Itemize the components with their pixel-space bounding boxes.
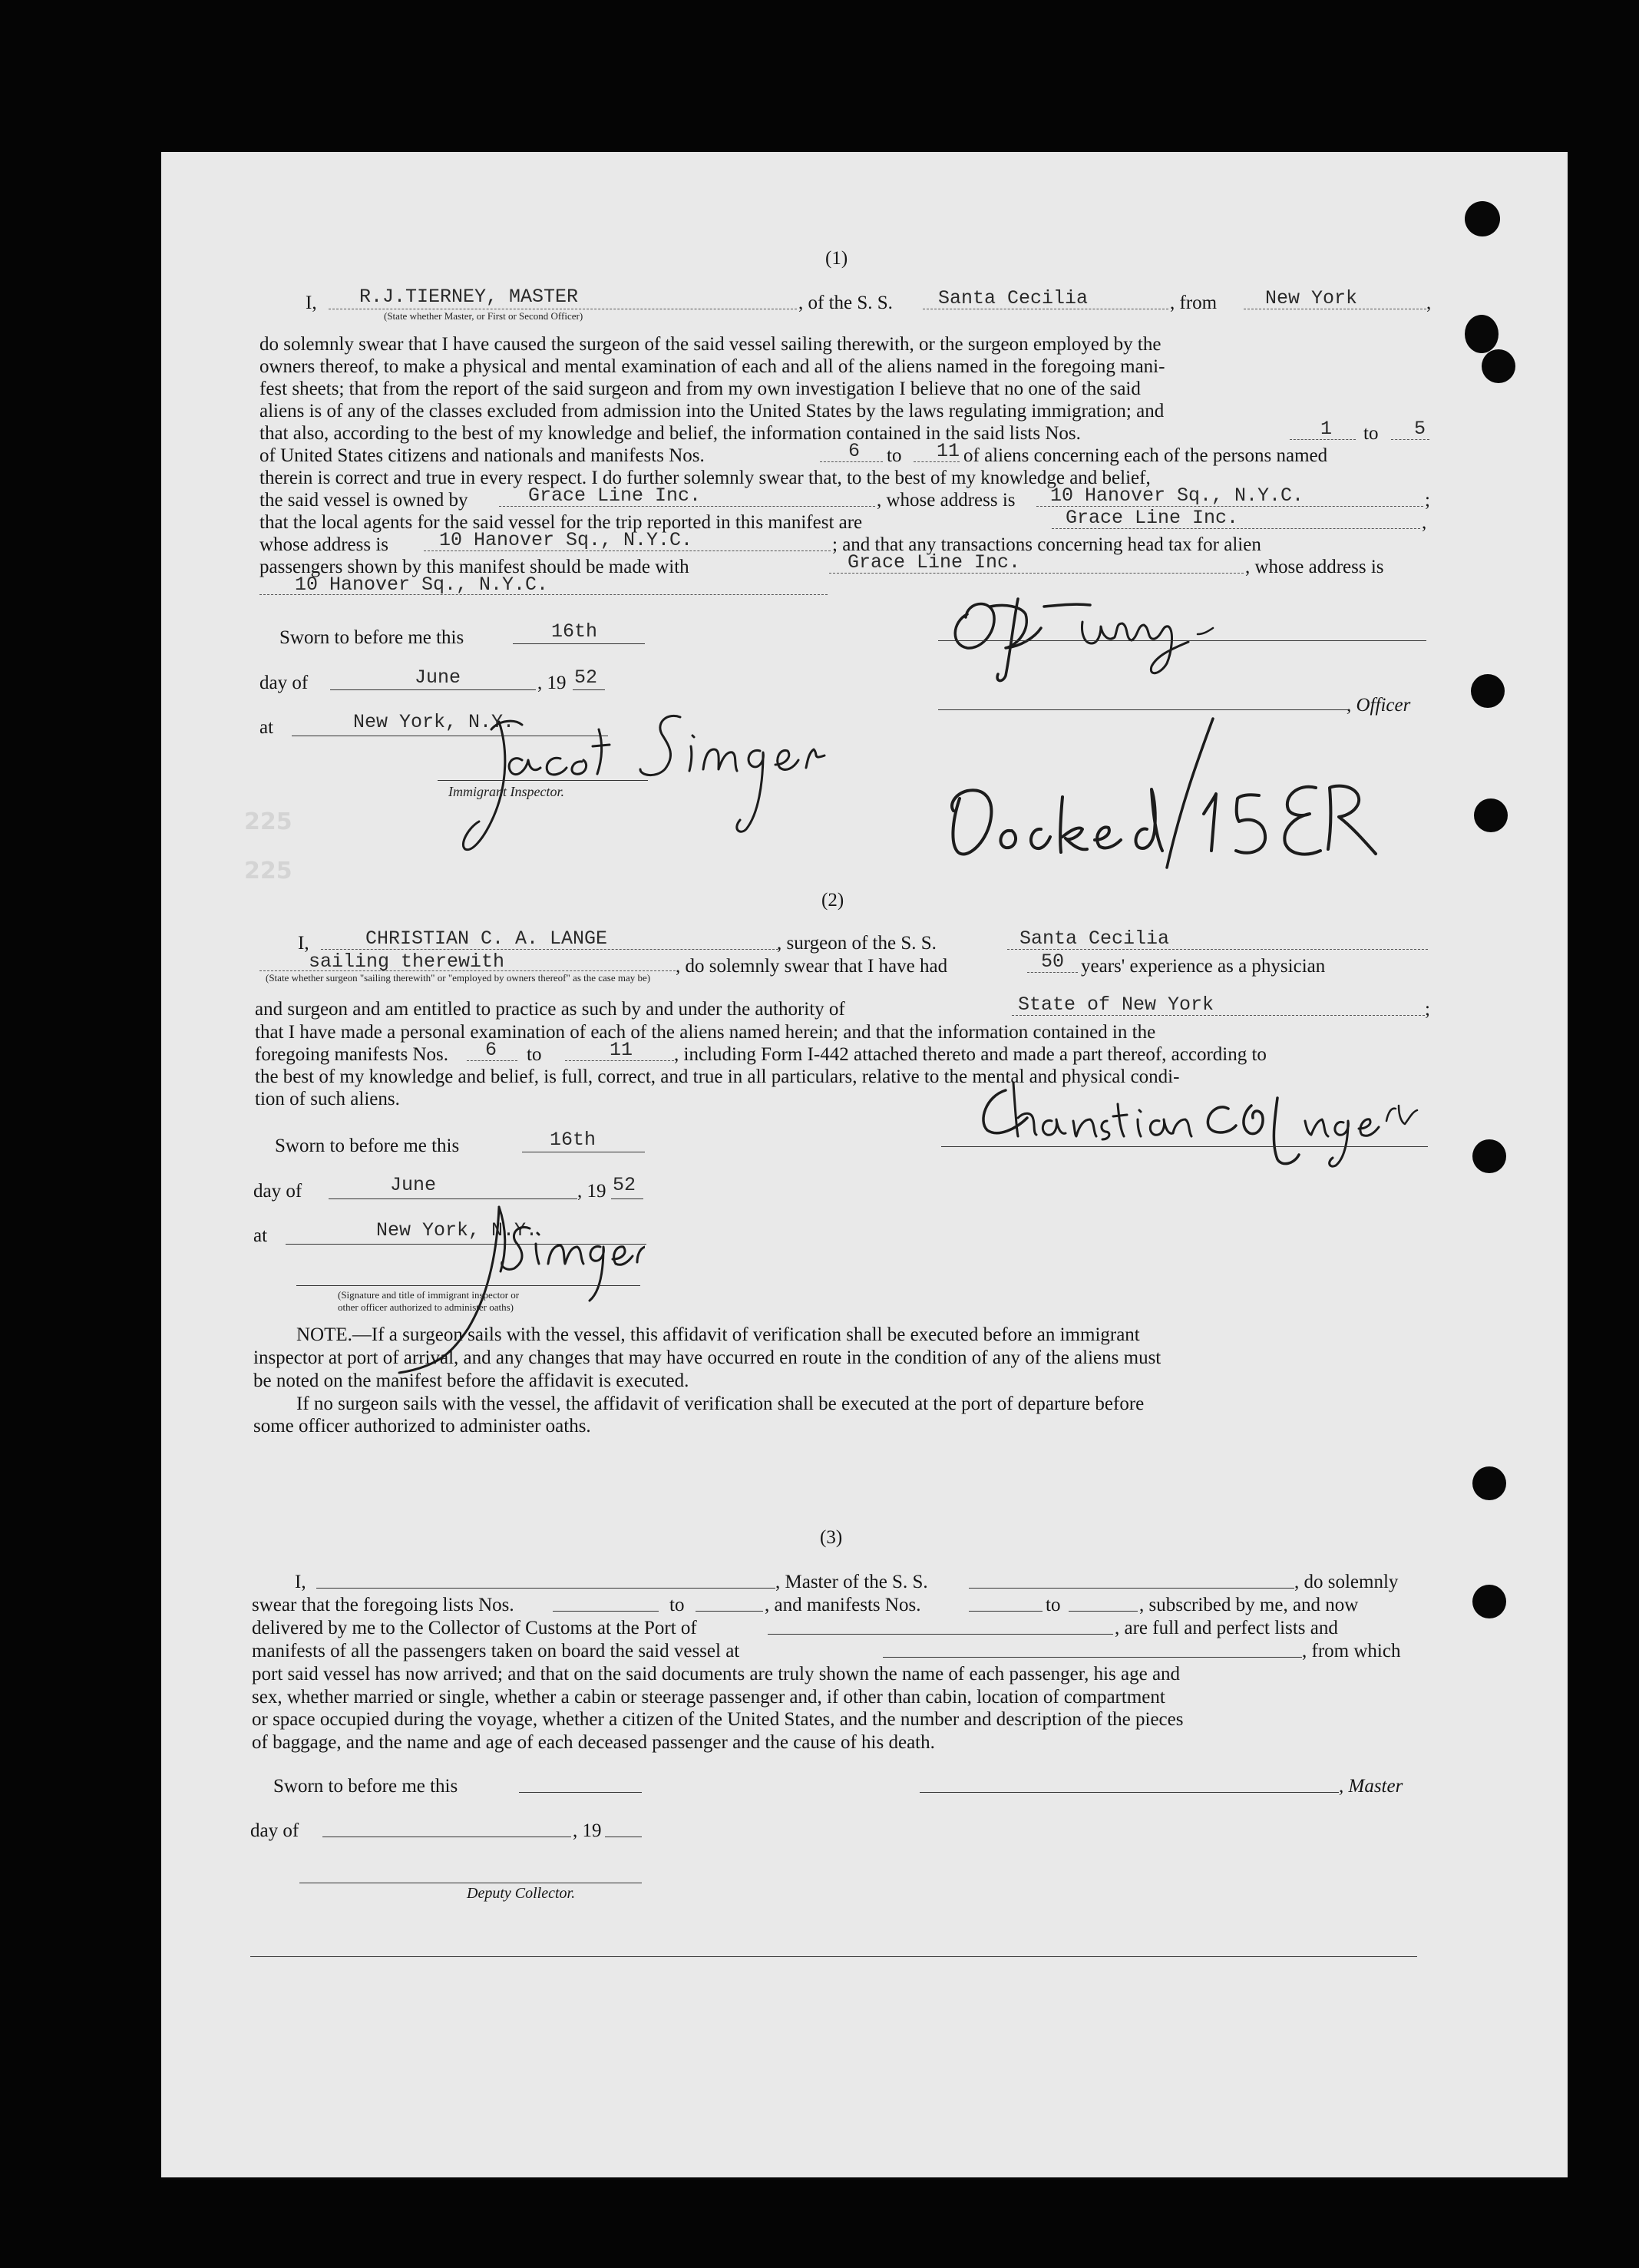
local-agents: Grace Line Inc. — [1066, 507, 1239, 529]
vessel-name: Santa Cecilia — [938, 287, 1089, 309]
surgeon-signature — [967, 1075, 1443, 1175]
punch-hole — [1471, 674, 1505, 708]
oath-line: foregoing manifests Nos. — [255, 1044, 449, 1065]
sworn-year: 52 — [574, 666, 598, 689]
manifests-from: 6 — [848, 440, 861, 462]
punch-hole — [1472, 1585, 1506, 1618]
at-label: at — [253, 1225, 268, 1246]
punch-hole — [1465, 315, 1499, 353]
manifests-from: 6 — [485, 1039, 497, 1061]
oath-line: therein is correct and true in every respect. I do further solemnly swear that, to the best of my knowledge and belief, — [259, 468, 1151, 488]
oath-line: that also, according to the best of my knowledge and belief, the information contained in the said lists Nos. — [259, 423, 1081, 444]
text: I, — [306, 293, 317, 313]
sworn-day: 16th — [550, 1129, 596, 1151]
name-caption: (State whether Master, or First or Second Officer) — [384, 310, 583, 322]
deputy-caption: Deputy Collector. — [467, 1885, 576, 1902]
departure-port: New York — [1265, 287, 1358, 309]
oath-line: or space occupied during the voyage, whether a citizen of the United States, and the number and description of the pieces — [252, 1709, 1184, 1730]
oath-line: and surgeon and am entitled to practice as such by and under the authority of — [255, 999, 845, 1020]
headtax-agent: Grace Line Inc. — [848, 551, 1021, 574]
note-line: NOTE.—If a surgeon sails with the vessel, this affidavit of verification shall be executed before an immigrant — [296, 1324, 1140, 1345]
master-signature — [944, 584, 1343, 691]
section-number: (2) — [821, 890, 844, 911]
signature-caption: other officer authorized to administer oaths) — [338, 1301, 514, 1313]
oath-line: aliens is of any of the classes excluded from admission into the United States by the laws regulating immigration; and — [259, 401, 1165, 422]
vessel-name: Santa Cecilia — [1019, 927, 1170, 950]
day-of-label: day of — [253, 1181, 302, 1202]
lists-from: 1 — [1320, 418, 1333, 440]
sworn-label: Sworn to before me this — [275, 1136, 460, 1156]
years-experience: 50 — [1041, 951, 1065, 973]
lists-to: 5 — [1414, 418, 1426, 440]
bleed-through-number: 225 — [244, 808, 292, 835]
signature-caption: (Signature and title of immigrant inspector or — [338, 1289, 520, 1301]
oath-line: of baggage, and the name and age of each deceased passenger and the cause of his death. — [252, 1732, 935, 1753]
agents-address: 10 Hanover Sq., N.Y.C. — [439, 529, 693, 551]
manifests-to: 11 — [610, 1039, 633, 1061]
oath-line: that the local agents for the said vessel for the trip reported in this manifest are — [259, 512, 863, 533]
sworn-label: Sworn to before me this — [279, 627, 464, 648]
punch-hole — [1472, 1466, 1506, 1500]
note-line: some officer authorized to administer oaths. — [253, 1416, 591, 1437]
inspector-caption: Immigrant Inspector. — [448, 784, 564, 799]
surgeon-status: sailing therewith — [309, 951, 505, 973]
section-number: (1) — [825, 248, 848, 269]
text: , of the S. S. — [798, 293, 893, 313]
oath-line: port said vessel has now arrived; and that on the said documents are truly shown the name of each passenger, his age and — [252, 1664, 1181, 1684]
sworn-label: Sworn to before me this — [273, 1776, 458, 1797]
oath-line: tion of such aliens. — [255, 1089, 400, 1109]
sworn-place: New York, N.Y. — [353, 711, 515, 733]
punch-hole — [1472, 1139, 1506, 1173]
punch-hole — [1465, 201, 1500, 236]
oath-line: do solemnly swear that I have caused the surgeon of the said vessel sailing therewith, or the surgeon employed by the — [259, 334, 1162, 355]
note-line: inspector at port of arrival, and any changes that may have occurred en route in the condition of any of the aliens must — [253, 1347, 1162, 1368]
inspector-signature — [445, 699, 844, 860]
sworn-day: 16th — [551, 620, 598, 643]
officer-name: R.J.TIERNEY, MASTER — [359, 286, 579, 308]
punch-hole — [1474, 798, 1508, 832]
note-line: be noted on the manifest before the affidavit is executed. — [253, 1370, 689, 1391]
oath-line: of United States citizens and nationals and manifests Nos. — [259, 445, 705, 466]
docked-annotation — [937, 714, 1397, 883]
oath-line: owners thereof, to make a physical and mental examination of each and all of the aliens named in the foregoing mani- — [259, 356, 1165, 377]
oath-line: the said vessel is owned by — [259, 490, 468, 511]
sworn-place: New York, N.Y. — [376, 1219, 538, 1241]
sworn-month: June — [415, 666, 461, 689]
surgeon-name: CHRISTIAN C. A. LANGE — [365, 927, 608, 950]
oath-line: sex, whether married or single, whether a cabin or steerage passenger and, if other than cabin, location of compartment — [252, 1687, 1165, 1708]
at-label: at — [259, 717, 274, 738]
oath-line: the best of my knowledge and belief, is full, correct, and true in all particulars, relative to the mental and physical condi- — [255, 1066, 1180, 1087]
sworn-year: 52 — [613, 1174, 636, 1196]
officer-caption: , Officer — [1347, 695, 1411, 716]
text: , from — [1170, 293, 1218, 313]
section-number: (3) — [820, 1527, 843, 1548]
punch-hole — [1482, 349, 1515, 383]
headtax-address: 10 Hanover Sq., N.Y.C. — [295, 574, 549, 596]
day-of-label: day of — [250, 1820, 299, 1841]
bleed-through-number: 225 — [244, 858, 292, 884]
note-line: If no surgeon sails with the vessel, the affidavit of verification shall be executed at the port of departure before — [296, 1394, 1145, 1414]
oath-line: passengers shown by this manifest should be made with — [259, 557, 689, 577]
status-caption: (State whether surgeon "sailing therewith" or "employed by owners thereof" as the case may be) — [266, 972, 651, 984]
sworn-month: June — [390, 1174, 437, 1196]
vessel-owner: Grace Line Inc. — [528, 484, 702, 507]
manifests-to: 11 — [937, 440, 960, 462]
owner-address: 10 Hanover Sq., N.Y.C. — [1050, 484, 1304, 507]
authority: State of New York — [1018, 993, 1214, 1016]
oath-line: that I have made a personal examination of each of the aliens named herein; and that the information contained in the — [255, 1022, 1156, 1043]
oath-line: whose address is — [259, 534, 389, 555]
oath-line: fest sheets; that from the report of the said surgeon and from my own investigation I believe that no one of the said — [259, 379, 1141, 399]
master-caption: , Master — [1339, 1776, 1403, 1797]
day-of-label: day of — [259, 673, 309, 693]
